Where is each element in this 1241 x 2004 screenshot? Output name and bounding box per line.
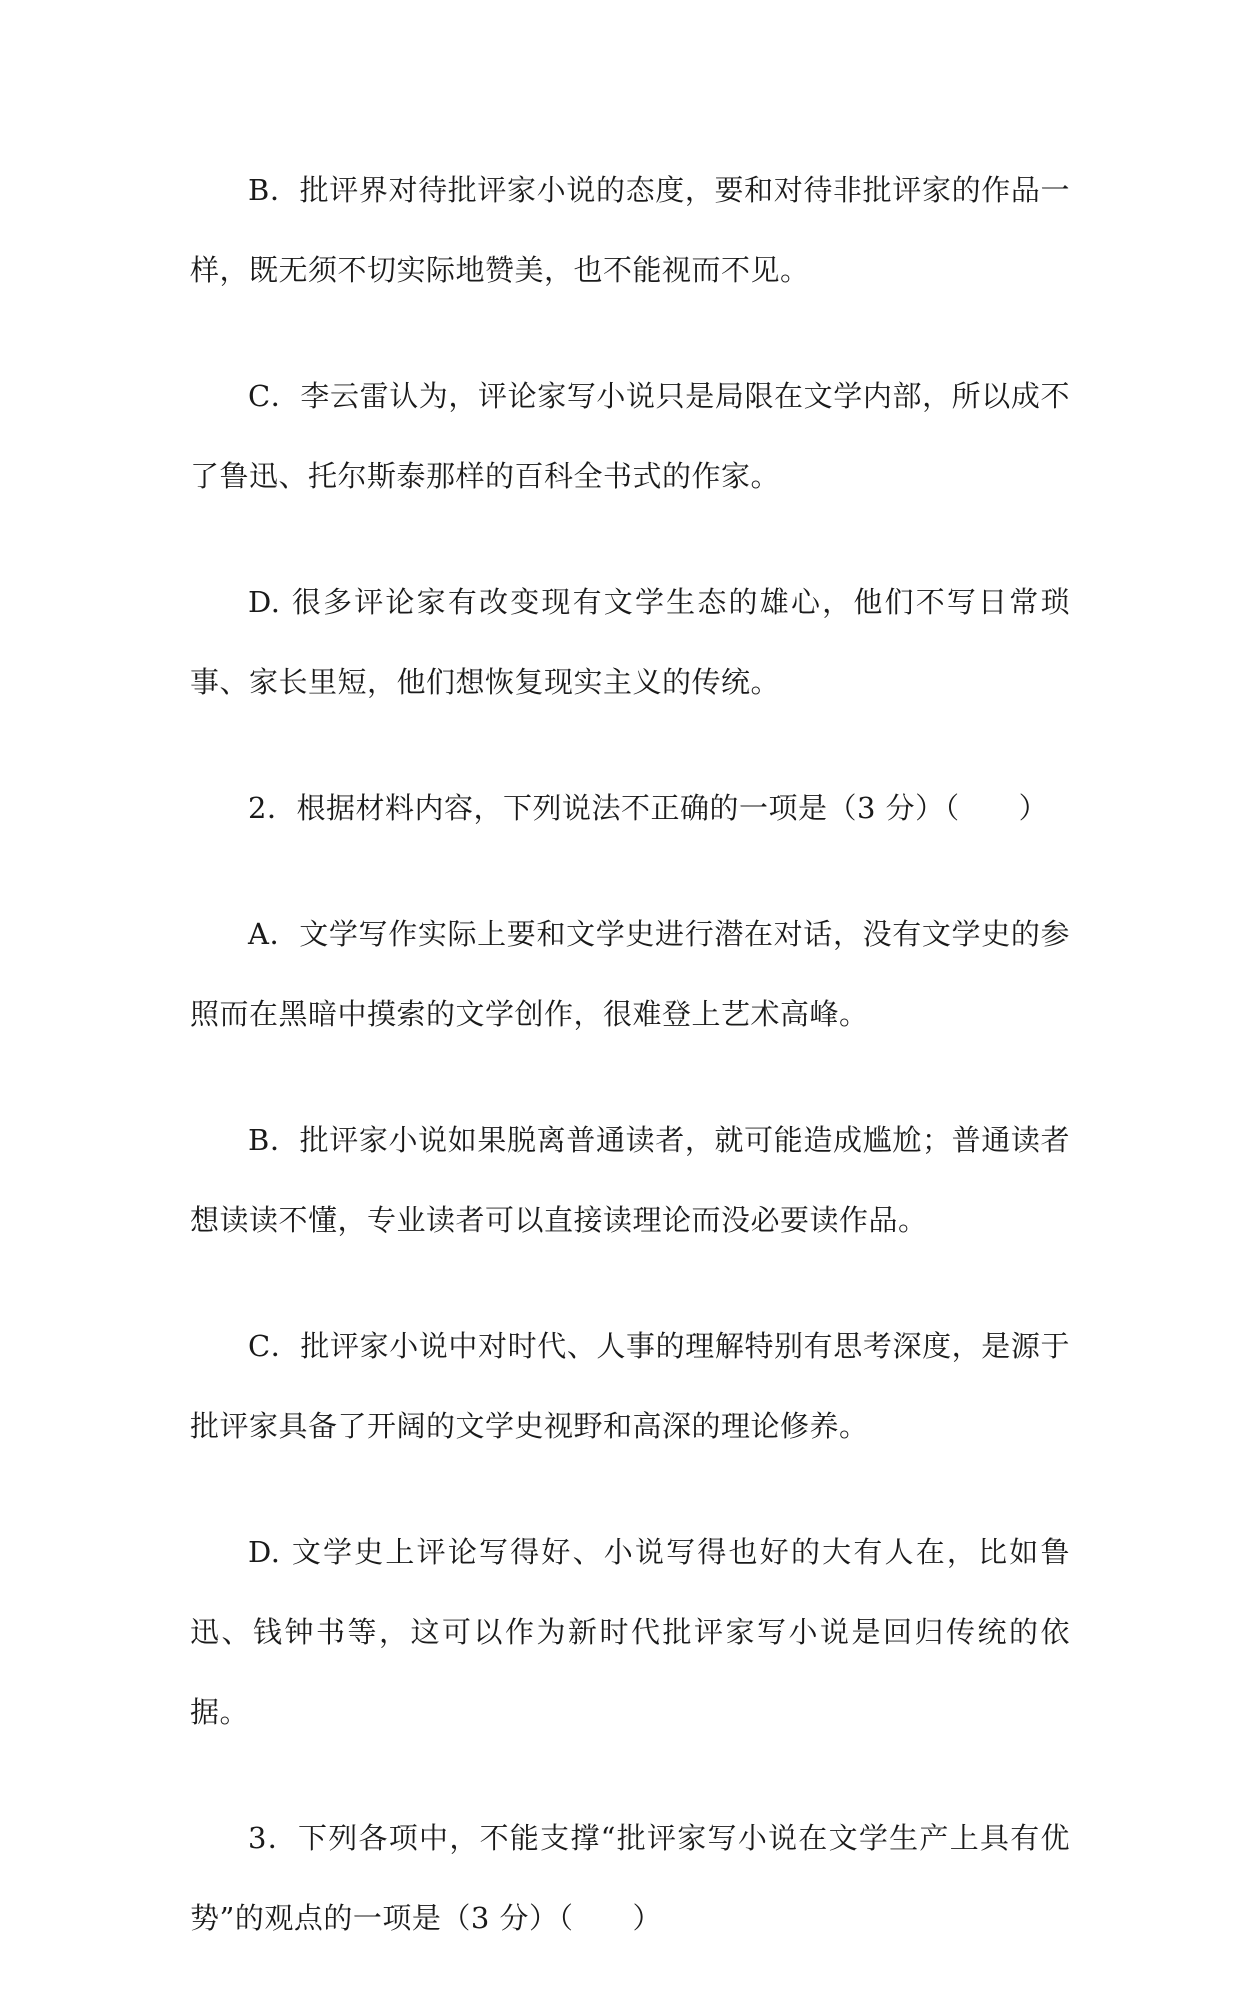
option-d-q2: D. 文学史上评论写得好、小说写得也好的大有人在，比如鲁迅、钱钟书等，这可以作为新时代批评家写小说是回归传统的依据。 [190, 1535, 1070, 1729]
option-c-q2: C．批评家小说中对时代、人事的理解特别有思考深度，是源于批评家具备了开阔的文学史视野和高深的理论修养。 [190, 1329, 1070, 1443]
option-b-q2: B．批评家小说如果脱离普通读者，就可能造成尴尬；普通读者想读读不懂，专业读者可以直接读理论而没必要读作品。 [190, 1123, 1070, 1237]
option-b-q1: B．批评界对待批评家小说的态度，要和对待非批评家的作品一样，既无须不切实际地赞美，也不能视而不见。 [190, 173, 1070, 287]
document-body [190, 150, 1070, 2004]
option-a-q2: A．文学写作实际上要和文学史进行潜在对话，没有文学史的参照而在黑暗中摸索的文学创作，很难登上艺术高峰。 [190, 917, 1070, 1031]
option-d-q1: D. 很多评论家有改变现有文学生态的雄心，他们不写日常琐事、家长里短，他们想恢复现实主义的传统。 [190, 585, 1070, 699]
option-c-q1: C．李云雷认为，评论家写小说只是局限在文学内部，所以成不了鲁迅、托尔斯泰那样的百科全书式的作家。 [190, 379, 1070, 493]
question-2: 2．根据材料内容，下列说法不正确的一项是（3 分）（ ） [248, 791, 1049, 825]
question-3: 3．下列各项中，不能支撑“批评家写小说在文学生产上具有优势”的观点的一项是（3 分）（ ） [190, 1821, 1070, 1935]
